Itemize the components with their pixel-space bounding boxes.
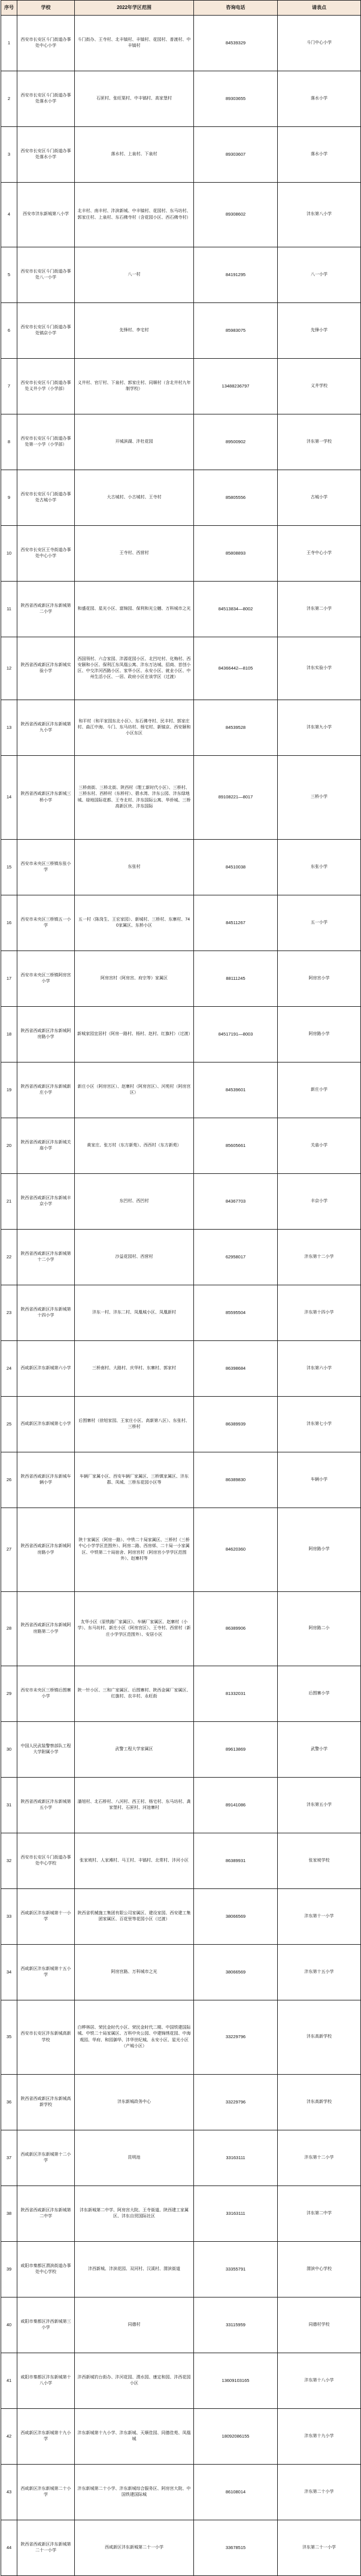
table-row [1, 1722, 361, 1778]
row-no: 8 [1, 414, 17, 470]
row-phone: 85805556 [194, 470, 278, 526]
row-phone: 84539329 [194, 16, 278, 71]
row-school: 陕西省西咸新区沣东新城第十二小学 [17, 1230, 75, 1285]
table-row [1, 2075, 361, 2130]
row-range: 车辆厂家属小区、西安车辆厂家属区、三桥镇家属区、沣东郡、凤城、三桥东花园小区等 [75, 1452, 194, 1508]
table-row [1, 1945, 361, 2000]
table-row [1, 1063, 361, 1118]
row-no: 24 [1, 1341, 17, 1397]
table-row [1, 756, 361, 840]
row-phone: 13609103165 [194, 2353, 278, 2409]
table-row [1, 1118, 361, 1174]
row-range: 石匣村、张旺渠村、中丰镐村、高家堡村 [75, 71, 194, 127]
row-range: 沣西新城、沣滨花园、双河村、汉溪村、渭滨街道 [75, 2242, 194, 2297]
row-range: 同德村 [75, 2297, 194, 2353]
table-row [1, 1285, 361, 1341]
table-row [1, 16, 361, 71]
row-school: 西安市长安区沣东新城高新学校 [17, 2000, 75, 2075]
row-phone: 89303607 [194, 127, 278, 183]
row-phone: 86389830 [194, 1452, 278, 1508]
row-phone: 81332031 [194, 1666, 278, 1722]
row-pickup: 关庙小学 [278, 1118, 361, 1174]
row-no: 13 [1, 700, 17, 756]
row-no: 36 [1, 2075, 17, 2130]
row-phone: 86398684 [194, 1341, 278, 1397]
row-phone: 86108014 [194, 2465, 278, 2520]
row-no: 5 [1, 247, 17, 303]
row-no: 42 [1, 2409, 17, 2465]
row-range: 张家坡村、人家滩村、马王村、丰镐村、北常村、沣河小区 [75, 1833, 194, 1889]
row-school: 陕西省西咸新区沣东新城高新学校 [17, 2075, 75, 2130]
table-row [1, 1508, 361, 1592]
table-row [1, 2353, 361, 2409]
table-row [1, 1778, 361, 1833]
row-school: 咸阳市秦都区渭滨街道办事处中心学校 [17, 2242, 75, 2297]
row-range: 西咸新区沣东新城第二十一小学 [75, 2520, 194, 2576]
row-phone: 89141086 [194, 1778, 278, 1833]
row-phone: 33229796 [194, 2000, 278, 2075]
row-pickup: 沣东第二十一小学 [278, 2520, 361, 2576]
row-pickup: 沣东第二小学 [278, 582, 361, 637]
row-school: 西咸新区沣东新城第十一小学 [17, 1889, 75, 1945]
row-pickup: 沣东实验小学 [278, 637, 361, 700]
row-range: 阿房宫路、万科城市之光 [75, 1945, 194, 2000]
table-row [1, 71, 361, 127]
table-row [1, 1397, 361, 1452]
row-phone: 33229796 [194, 2075, 278, 2130]
row-range: 沣东新城政务中心 [75, 2075, 194, 2130]
row-range: 陕十家属区（阿房一路）、中铁二十局家属区、三桥村（三桥中心小学学区范围外）、阿房二路、西房邨、二十局一小家属区、中铁第二十局宿舍、阿房宫村（阿房宫小学学区范围外）、赵寨村等 [75, 1508, 194, 1592]
row-pickup: 武警小学 [278, 1722, 361, 1778]
row-no: 22 [1, 1230, 17, 1285]
table-row [1, 1452, 361, 1508]
header-phone: 咨询电话 [194, 1, 278, 16]
row-pickup: 同德村学校 [278, 2297, 361, 2353]
row-pickup: 车辆小学 [278, 1452, 361, 1508]
row-pickup: 后围寨小学 [278, 1666, 361, 1722]
row-pickup: 义井学校 [278, 359, 361, 414]
row-pickup: 沣东第十二小学 [278, 1230, 361, 1285]
row-school: 西安市未央区三桥镇东张小学 [17, 840, 75, 895]
row-school: 西咸新区沣东新城第十九小学 [17, 2409, 75, 2465]
row-range: 后围寨村（徐旭家园、王家庄小区、高新第八区）、东张村、三桥村 [75, 1397, 194, 1452]
row-school: 西安市未央区三桥镇后围寨小学 [17, 1666, 75, 1722]
row-no: 18 [1, 1007, 17, 1063]
row-phone: 89303655 [194, 71, 278, 127]
row-pickup: 东张小学 [278, 840, 361, 895]
row-phone: 89500902 [194, 414, 278, 470]
row-phone: 38066569 [194, 1889, 278, 1945]
row-phone: 88111245 [194, 951, 278, 1007]
table-row [1, 1007, 361, 1063]
row-pickup: 沣东高新学校 [278, 2000, 361, 2075]
table-row [1, 2297, 361, 2353]
row-range: 三桥南村、大路村、庆华村、东寨村、郭家村 [75, 1341, 194, 1397]
row-no: 43 [1, 2465, 17, 2520]
row-range: 大古城村、小古城村、王寺村 [75, 470, 194, 526]
table-row [1, 1833, 361, 1889]
row-no: 26 [1, 1452, 17, 1508]
row-pickup: 沣东第十九小学 [278, 2409, 361, 2465]
header-no: 序号 [1, 1, 17, 16]
row-no: 23 [1, 1285, 17, 1341]
row-school: 西安市长安区斗门街道办事处中心小学 [17, 16, 75, 71]
row-pickup: 沣东第十四小学 [278, 1285, 361, 1341]
row-school: 陕西省西咸新区沣东新城实验小学 [17, 637, 75, 700]
row-phone: 13488236797 [194, 359, 278, 414]
row-school: 陕西省西咸新区沣东新城阿房路第二小学 [17, 1592, 75, 1666]
row-pickup: 沣东第十一小学 [278, 1889, 361, 1945]
table-row [1, 1174, 361, 1230]
row-range: 沣西新城钓台街办、沣河花园、渭水园、康定和园、沣西花园小区 [75, 2353, 194, 2409]
row-phone: 89308602 [194, 183, 278, 247]
row-phone: 84513834—8002 [194, 582, 278, 637]
header-range: 2022年学区范围 [75, 1, 194, 16]
row-range: 斗门街办、王寺村、北丰镐村、丰镐村、花园村、普渡村、中丰镐村 [75, 16, 194, 71]
row-phone: 85605661 [194, 1118, 278, 1174]
row-pickup: 沣东第九小学 [278, 700, 361, 756]
row-no: 11 [1, 582, 17, 637]
row-range: 北丰村、南丰村、沣滨新城、中丰镐村、花园村、东马坊村、郭家庄村、上泉村、东石佛寺村（含花园小区、西石佛寺村） [75, 183, 194, 247]
row-range: 武警工程大学家属区 [75, 1722, 194, 1778]
row-phone: 85983075 [194, 303, 278, 359]
row-range: 沣东新城第二中学、阿房宫大院、王寺街道、陕西建工家属区、沣东自贸国际社区 [75, 2186, 194, 2242]
row-range: 八一村 [75, 247, 194, 303]
row-pickup: 新庄小学 [278, 1063, 361, 1118]
row-pickup: 先锋小学 [278, 303, 361, 359]
row-phone: 85595504 [194, 1285, 278, 1341]
row-no: 44 [1, 2520, 17, 2576]
row-phone: 84366442—8105 [194, 637, 278, 700]
row-pickup: 沣东第十五小学 [278, 1945, 361, 2000]
row-phone: 62958017 [194, 1230, 278, 1285]
row-range: 陕一针小区、三和广家属区、后围寨村、陕西金属厂家属区、红旗村、农丰村、永旺街 [75, 1666, 194, 1722]
row-school: 咸阳市秦都区沣东新城第十八小学 [17, 2353, 75, 2409]
row-pickup: 沣东第八小学 [278, 183, 361, 247]
row-school: 陕西省西咸新区沣东新城车辆小学 [17, 1452, 75, 1508]
row-phone: 84517191—8003 [194, 1007, 278, 1063]
row-pickup: 沣东第二中学 [278, 2186, 361, 2242]
row-phone: 85808893 [194, 526, 278, 582]
row-no: 17 [1, 951, 17, 1007]
row-phone: 33163111 [194, 2186, 278, 2242]
row-school: 西咸新区沣东新城第十五小学 [17, 1945, 75, 2000]
table-row [1, 582, 361, 637]
row-school: 西安市未央区三桥镇阿房宫小学 [17, 951, 75, 1007]
row-no: 9 [1, 470, 17, 526]
row-phone: 38066569 [194, 1945, 278, 2000]
table-row [1, 895, 361, 951]
row-phone: 33115959 [194, 2297, 278, 2353]
row-school: 西安市长安区斗门街道办事处古城小学 [17, 470, 75, 526]
row-no: 25 [1, 1397, 17, 1452]
row-pickup: 落水小学 [278, 127, 361, 183]
table-row [1, 247, 361, 303]
table-row [1, 1230, 361, 1285]
row-pickup: 王寺中心小学 [278, 526, 361, 582]
row-range: 新庄小区（阿房宫区）、赵寨村（阿房宫区）、河苑村（阿房宫区） [75, 1063, 194, 1118]
row-pickup: 渭滨中心学校 [278, 2242, 361, 2297]
row-school: 西咸新区沣东新城第六小学 [17, 1341, 75, 1397]
table-row [1, 700, 361, 756]
table-row [1, 414, 361, 470]
row-pickup: 丰京小学 [278, 1174, 361, 1230]
row-pickup: 古城小学 [278, 470, 361, 526]
row-range: 白桦林居、荣民金时代小区、荣民金时代二期、中国铁建国际城、中铁二十局家属区、万科中央公园、中建锦绣花园、中海观园、华府、和园御华、沣华世纪城、永安小区、星光小区（产城小区） [75, 2000, 194, 2075]
table-row [1, 470, 361, 526]
row-phone: 33355791 [194, 2242, 278, 2297]
table-row [1, 2242, 361, 2297]
row-school: 陕西省西咸新区沣东新城阿房路小学 [17, 1508, 75, 1592]
row-range: 和盛花园、星光小区、富锦园、保利和光尘樾、万科城市之光 [75, 582, 194, 637]
row-school: 西安市长安区王寺街道办事处中心小学 [17, 526, 75, 582]
row-range: 义井村、官厅村、下泉村、郭家庄村、同顺村（含北井村九年制学校） [75, 359, 194, 414]
row-school: 陕西省西咸新区沣东新城三桥小学 [17, 756, 75, 840]
row-phone: 18092086155 [194, 2409, 278, 2465]
row-school: 西咸新区沣东新城第七小学 [17, 1397, 75, 1452]
table-row [1, 637, 361, 700]
row-pickup: 沣东第七小学 [278, 1397, 361, 1452]
row-pickup: 沣东第一学校 [278, 414, 361, 470]
row-range: 友华小区（原铁路厂家属区）、车辆厂家属区、赵寨村（小学）、东马坊村、新庄小区（阿房宫区）、王寺村、西营村（新庄小学学区范围外）、安居小区 [75, 1592, 194, 1666]
row-no: 32 [1, 1833, 17, 1889]
row-range: 沣东新城第十九小学、沣东新城、天顺佳园、同德佳苑、凤凰城 [75, 2409, 194, 2465]
table-row [1, 303, 361, 359]
row-no: 21 [1, 1174, 17, 1230]
row-phone: 84511267 [194, 895, 278, 951]
row-no: 33 [1, 1889, 17, 1945]
table-row [1, 1341, 361, 1397]
row-school: 西咸新区沣东新城第二十小学 [17, 2465, 75, 2520]
row-pickup: 斗门中心小学 [278, 16, 361, 71]
row-school: 西咸新区沣东新城第十二小学 [17, 2130, 75, 2186]
row-pickup: 沣东第十八小学 [278, 2353, 361, 2409]
row-pickup: 五一小学 [278, 895, 361, 951]
row-no: 38 [1, 2186, 17, 2242]
row-phone: 33678515 [194, 2520, 278, 2576]
row-school: 陕西省西咸新区沣东新城第二小学 [17, 582, 75, 637]
row-no: 37 [1, 2130, 17, 2186]
row-school: 西安市沣东新城第八小学 [17, 183, 75, 247]
row-school: 陕西省西咸新区沣东新城第五小学 [17, 1778, 75, 1833]
row-no: 27 [1, 1508, 17, 1592]
row-pickup: 沣东第五小学 [278, 1778, 361, 1833]
row-no: 19 [1, 1063, 17, 1118]
row-pickup: 阿房宫小学 [278, 951, 361, 1007]
row-pickup: 沣东第二十小学 [278, 2465, 361, 2520]
row-pickup: 沣东第六小学 [278, 1341, 361, 1397]
table-row [1, 951, 361, 1007]
table-row [1, 2000, 361, 2075]
row-school: 陕西省西咸新区沣东新城丰京小学 [17, 1174, 75, 1230]
row-range: 黄家庄、张万村（东方新苑）、西西村（东方新苑） [75, 1118, 194, 1174]
row-school: 西安市长安区斗门街道办事处中心学校 [17, 1833, 75, 1889]
row-pickup: 三桥小学 [278, 756, 361, 840]
row-phone: 84539528 [194, 700, 278, 756]
school-district-table [1, 0, 361, 2576]
row-no: 3 [1, 127, 17, 183]
row-no: 2 [1, 71, 17, 127]
row-pickup: 张家坡学校 [278, 1833, 361, 1889]
row-school: 西安市长安区斗门街道办事处镐京小学 [17, 303, 75, 359]
row-school: 陕西省西咸新区沣东新城第二十一小学 [17, 2520, 75, 2576]
row-range: 沣东新城第二十小学、沣东新城综合服务区、阿房宫大院、中国铁建国际城 [75, 2465, 194, 2520]
row-school: 西安市长安区斗门街道办事处义井小学（小学部） [17, 359, 75, 414]
row-no: 4 [1, 183, 17, 247]
row-phone: 84620360 [194, 1508, 278, 1592]
row-no: 28 [1, 1592, 17, 1666]
row-pickup: 沣东第十二小学 [278, 2130, 361, 2186]
row-phone: 86389939 [194, 1397, 278, 1452]
row-phone: 84539601 [194, 1063, 278, 1118]
table-row [1, 2409, 361, 2465]
row-pickup: 沣东高新学校 [278, 2075, 361, 2130]
row-no: 35 [1, 2000, 17, 2075]
row-range: 阿房宫村（阿房宫、府宗等）家属区 [75, 951, 194, 1007]
row-school: 陕西省西咸新区沣东新城第二中学 [17, 2186, 75, 2242]
row-no: 20 [1, 1118, 17, 1174]
row-school: 陕西省西咸新区沣东新城关庙小学 [17, 1118, 75, 1174]
row-range: 三桥南街、三桥北街、陕西村（理工新时代小区）、三桥村、三桥东村、西桥村（东桥村）、碧水湾、沣东公园、沣东绿地城、绿地国际花都、王寺北村、沣东国际公寓、华侨城、三桥高新区块、沣东国际 [75, 756, 194, 840]
row-school: 西安市未央区三桥镇五一小学 [17, 895, 75, 951]
row-no: 16 [1, 895, 17, 951]
row-school: 西安市长安区斗门街道办事处落水小学 [17, 71, 75, 127]
row-phone: 84367703 [194, 1174, 278, 1230]
row-range: 和平村（和平家园东北小区）、东石佛寺村、民丰村、郭家庄村、曲江中海、斗门、东马坊村、杨宅村、新镐京、西安颐和小区东区 [75, 700, 194, 756]
row-pickup: 阿房路小学 [278, 1007, 361, 1063]
row-pickup: 落水小学 [278, 71, 361, 127]
row-phone: 84510038 [194, 840, 278, 895]
row-range: 沙益花园村、西营村 [75, 1230, 194, 1285]
row-phone: 84191295 [194, 247, 278, 303]
row-no: 30 [1, 1722, 17, 1778]
table-row [1, 2186, 361, 2242]
row-no: 1 [1, 16, 17, 71]
row-range: 沣东一村、沣东二村、凤凰城小区、凤凰新村 [75, 1285, 194, 1341]
row-no: 15 [1, 840, 17, 895]
row-phone: 89613869 [194, 1722, 278, 1778]
row-range: 新城家园宜居村（阿房一路村、杨村、赵村、红旗村）（过渡） [75, 1007, 194, 1063]
table-row [1, 840, 361, 895]
table-header-row [1, 1, 361, 16]
row-school: 咸阳市秦都区沣西新城第三小学 [17, 2297, 75, 2353]
row-school: 中国人民武装警察部队工程大学附属小学 [17, 1722, 75, 1778]
table-row [1, 526, 361, 582]
row-school: 西安市长安区斗门街道办事处落水小学 [17, 127, 75, 183]
table-row [1, 2130, 361, 2186]
table-body [1, 16, 361, 2576]
row-phone: 33163111 [194, 2130, 278, 2186]
row-no: 34 [1, 1945, 17, 2000]
row-no: 41 [1, 2353, 17, 2409]
row-pickup: 八一小学 [278, 247, 361, 303]
row-school: 陕西省西咸新区沣东新城第九小学 [17, 700, 75, 756]
row-range: 西国领村、六合家园、沣源花园小区、北凹坨村、化梅村、西安颐和小区、保利江东凤凰公寓、沣东万达城、招商、首创小区、中交沣河西路小区、家华小区、永安小区、就业小区、中州生活小区、一居、政府小区在该学区（过渡） [75, 637, 194, 700]
row-no: 12 [1, 637, 17, 700]
row-range: 开城滨湖、沣杜花园 [75, 414, 194, 470]
row-range: 陕西省机械施工集团有限公司家属区、建设家园、西安建工集团家属区、百花里等花园小区（过渡） [75, 1889, 194, 1945]
row-pickup: 阿房路小学 [278, 1508, 361, 1592]
table-row [1, 2520, 361, 2576]
table-row [1, 1889, 361, 1945]
row-range: 落水村、上泉村、下泉村 [75, 127, 194, 183]
table-row [1, 1666, 361, 1722]
table-row [1, 127, 361, 183]
row-range: 五一村（陈岗生、王宏家园）、新城村、三桥村、东寨村、740家属区、东桥小区 [75, 895, 194, 951]
row-no: 39 [1, 2242, 17, 2297]
row-no: 40 [1, 2297, 17, 2353]
row-phone: 86389931 [194, 1833, 278, 1889]
table-row [1, 183, 361, 247]
row-school: 西安市长安区斗门街道办事处第一小学（小学部） [17, 414, 75, 470]
row-school: 陕西省西咸新区沣东新城第十四小学 [17, 1285, 75, 1341]
row-phone: 86389906 [194, 1592, 278, 1666]
row-phone: 89108221—8017 [194, 756, 278, 840]
row-school: 陕西省西咸新区沣东新城阿房路小学 [17, 1007, 75, 1063]
table-row [1, 1592, 361, 1666]
table-row [1, 359, 361, 414]
row-range: 先锋村、李宅村 [75, 303, 194, 359]
row-no: 31 [1, 1778, 17, 1833]
row-no: 14 [1, 756, 17, 840]
row-pickup: 阿房路二小 [278, 1592, 361, 1666]
row-no: 29 [1, 1666, 17, 1722]
table-row [1, 2465, 361, 2520]
row-range: 王寺村、西营村 [75, 526, 194, 582]
row-no: 7 [1, 359, 17, 414]
row-no: 6 [1, 303, 17, 359]
row-range: 昆明池 [75, 2130, 194, 2186]
row-no: 10 [1, 526, 17, 582]
header-pickup: 请表点 [278, 1, 361, 16]
row-range: 东凹村、西凹村 [75, 1174, 194, 1230]
row-school: 西安市长安区斗门街道办事处八一小学 [17, 247, 75, 303]
row-range: 潘旭村、北石桥村、八河村、西王村、杨宅村、东马坊村、龚家堡村、石匣村、河池寨村 [75, 1778, 194, 1833]
row-range: 东张村 [75, 840, 194, 895]
row-school: 陕西省西咸新区沣东新城新庄小学 [17, 1063, 75, 1118]
header-school: 学校 [17, 1, 75, 16]
